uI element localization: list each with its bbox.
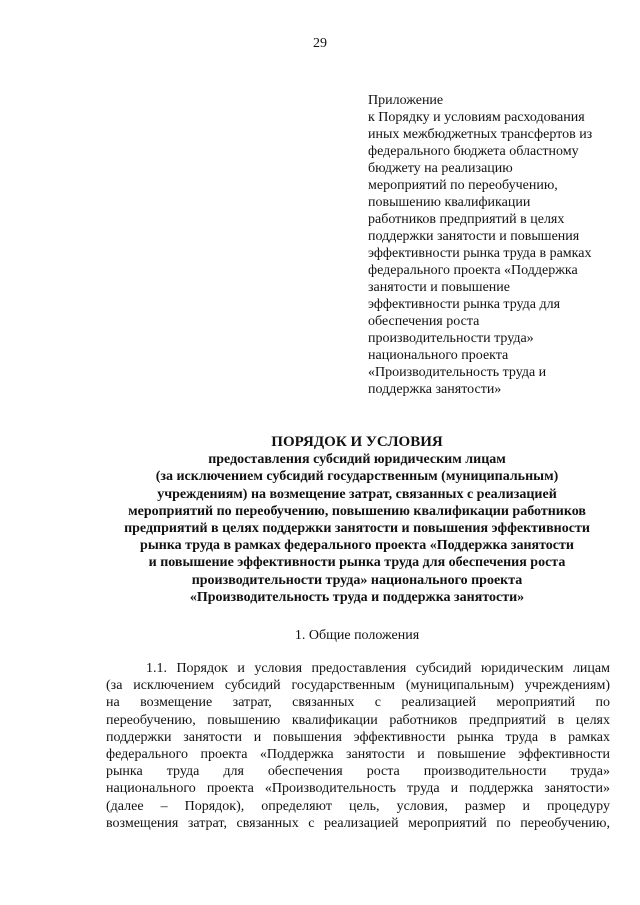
paragraph-line: национального проекта «Производительность труда и поддержка занятости» xyxy=(106,781,610,797)
paragraph-line: возмещения затрат, связанных с реализацией мероприятий по переобучению, xyxy=(106,815,610,831)
page-number: 29 xyxy=(313,36,327,51)
appendix-line: повышению квалификации xyxy=(368,195,531,210)
appendix-block xyxy=(368,92,618,398)
title-line: мероприятий по переобучению, повышению квалификации работников xyxy=(128,503,586,519)
appendix-line: Приложение xyxy=(368,93,444,108)
paragraph-line: (далее – Порядок), определяют цель, условия, размер и процедуру xyxy=(106,798,610,814)
appendix-line: эффективности рынка труда в рамках xyxy=(368,246,592,261)
appendix-line: работников предприятий в целях xyxy=(368,212,565,227)
appendix-line: поддержка занятости» xyxy=(368,382,502,397)
appendix-line: занятости и повышение xyxy=(368,280,510,295)
appendix-line: бюджету на реализацию xyxy=(368,161,513,176)
title-line: производительности труда» национального проекта xyxy=(191,572,523,588)
appendix-line: поддержки занятости и повышения xyxy=(368,229,580,244)
appendix-line: к Порядку и условиям расходования xyxy=(368,110,585,125)
paragraph-line: 1.1. Порядок и условия предоставления субсидий юридическим лицам xyxy=(146,661,610,676)
appendix-line: «Производительность труда и xyxy=(368,365,547,380)
title-line: предприятий в целях поддержки занятости и повышения эффективности xyxy=(124,521,590,537)
paragraph-line: федерального проекта «Поддержка занятости и повышение эффективности xyxy=(106,747,610,763)
paragraph-line: на возмещение затрат, связанных с реализацией мероприятий по xyxy=(106,695,610,711)
section-heading: 1. Общие положения xyxy=(294,628,420,643)
title-line: учреждениям) на возмещение затрат, связанных с реализацией xyxy=(157,486,557,502)
appendix-line: мероприятий по переобучению, xyxy=(368,178,558,193)
title-line: предоставления субсидий юридическим лицам xyxy=(208,452,506,468)
title-line: рынка труда в рамках федерального проекта «Поддержка занятости xyxy=(140,538,574,554)
title-main: ПОРЯДОК И УСЛОВИЯ xyxy=(271,434,443,450)
appendix-line: федерального проекта «Поддержка xyxy=(368,263,578,278)
appendix-line: национального проекта xyxy=(368,348,509,363)
appendix-line: обеспечения роста xyxy=(368,314,480,329)
title-line: и повышение эффективности рынка труда для обеспечения роста xyxy=(148,555,566,571)
paragraph-line: переобучению, повышению квалификации работников предприятий в целях xyxy=(106,712,610,728)
paragraph-line: рынка труда для обеспечения роста производительности труда» xyxy=(106,764,610,780)
appendix-line: федерального бюджета областному xyxy=(368,144,579,159)
title-line: (за исключением субсидий государственным (муниципальным) xyxy=(155,469,559,485)
appendix-line: производительности труда» xyxy=(368,331,534,346)
document-title xyxy=(96,434,618,606)
paragraph-line: поддержки занятости и повышения эффективности рынка труда в рамках xyxy=(106,729,610,745)
paragraph-line: (за исключением субсидий государственным (муниципальным) учреждениям) xyxy=(106,678,610,694)
appendix-line: иных межбюджетных трансфертов из xyxy=(368,127,593,142)
appendix-line: эффективности рынка труда для xyxy=(368,297,561,312)
title-line: «Производительность труда и поддержка занятости» xyxy=(189,589,525,605)
paragraph-1-1 xyxy=(106,660,610,832)
